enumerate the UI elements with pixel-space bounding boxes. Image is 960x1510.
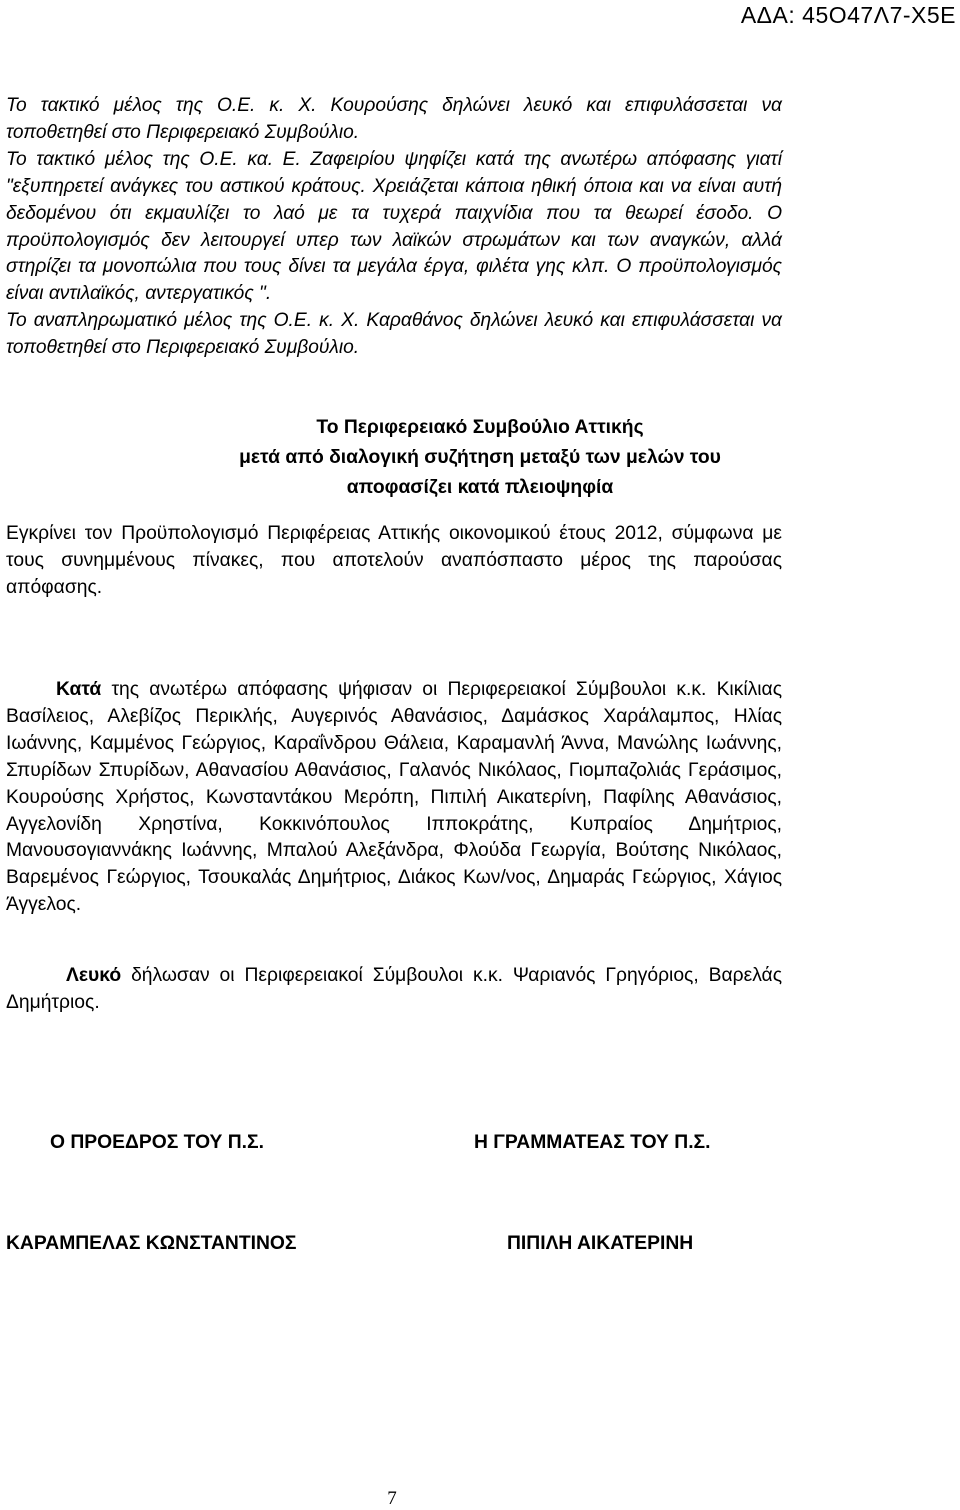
decision-line-council: Το Περιφερειακό Συμβούλιο Αττικής [316, 417, 644, 438]
decision-heading [0, 413, 960, 503]
president-name: ΚΑΡΑΜΠΕΛΑΣ ΚΩΝΣΤΑΝΤΙΝΟΣ [6, 1233, 297, 1254]
votes-blank-paragraph [6, 962, 782, 1016]
approval-paragraph: Εγκρίνει τον Προϋπολογισμό Περιφέρειας Αττικής οικονομικού έτους 2012, σύμφωνα με τους συνημμένους πίνακες, που αποτελούν αναπόσπαστο μέρος της παρούσας απόφασης. [6, 523, 782, 598]
votes-against-text: της ανωτέρω απόφασης ψήφισαν οι Περιφερειακοί Σύμβουλοι κ.κ. Κικίλιας Βασίλειος, Αλεβίζος Περικλής, Αυγερινός Αθανάσιος, Δαμάσκος Χαράλαμπος, Ηλίας Ιωάννης, Καμμένος Γεώργιος, Καραΐνδρου Θάλεια, Καραμανλή Άννα, Μανώλης Ιωάννης, Σπυρίδων Σπυρίδων, Αθανασίου Αθανάσιος, Γαλανός Νικόλαος, Γιομπαζολιάς Γεράσιμος, Κουρούσης Χρήστος, Κωνσταντάκου Μερόπη, Πιπιλή Αικατερίνη, Παφίλης Αθανάσιος, Αγγελονίδη Χρηστίνα, Κοκκινόπουλος Ιπποκράτης, Κυπραίος Δημήτριος, Μανουσογιαννάκης Ιωάννης, Μπαλού Αλεξάνδρα, Φλούδα Γεωργία, Βούτσης Νικόλαος, Βαρεμένος Γεώργιος, Τσουκαλάς Δημήτριος, Διάκος Κων/νος, Δημαράς Γεώργιος, Χάγιος Άγγελος. [6, 679, 782, 916]
votes-blank-label: Λευκό [66, 965, 122, 986]
decision-line-majority: αποφασίζει κατά πλειοψηφία [346, 477, 614, 498]
president-title: Ο ΠΡΟΕΔΡΟΣ ΤΟΥ Π.Σ. [50, 1132, 264, 1153]
secretary-name: ΠΙΠΙΛΗ ΑΙΚΑΤΕΡΙΝΗ [507, 1233, 694, 1254]
secretary-title: Η ΓΡΑΜΜΑΤΕΑΣ ΤΟΥ Π.Σ. [474, 1132, 711, 1153]
statement-karathanos: Το αναπληρωματικό μέλος της Ο.Ε. κ. Χ. Καραθάνος δηλώνει λευκό και επιφυλάσσεται να τοποθετηθεί στο Περιφερειακό Συμβούλιο. [6, 310, 782, 359]
decision-line-discussion: μετά από διαλογική συζήτηση μεταξύ των μελών του [239, 447, 721, 468]
votes-against-label: Κατά [56, 679, 102, 700]
statement-kourousis: Το τακτικό μέλος της Ο.Ε. κ. Χ. Κουρούσης δηλώνει λευκό και επιφυλάσσεται να τοποθετηθεί στο Περιφερειακό Συμβούλιο. [6, 95, 782, 143]
votes-blank-text: δήλωσαν οι Περιφερειακοί Σύμβουλοι κ.κ. Ψαριανός Γρηγόριος, Βαρελάς Δημήτριος. [6, 965, 782, 1013]
statement-zafeiriou: Το τακτικό μέλος της Ο.Ε. κα. Ε. Ζαφειρίου ψηφίζει κατά της ανωτέρω απόφασης γιατί "εξυπηρετεί ανάγκες του αστικού κράτους. Χρειάζεται κάποια ηθική όποια και να είναι αυτή δεδομένου ότι εκμαυλίζει το λαό με τα τυχερά παιχνίδια που τα θεωρεί έσοδο. Ο προϋπολογισμός δεν λειτουργεί υπερ των λαϊκών στρωμάτων και των αναγκών, αλλά στηρίζει τα μονοπώλια που τους δίνει τα μεγάλα έργα, φιλέτα γης κλπ. Ο προϋπολογισμός είναι αντιλαϊκός, αντεργατικός ". [6, 148, 782, 305]
minutes-statements [6, 93, 782, 362]
votes-against-paragraph [6, 677, 782, 919]
page-number: 7 [387, 1488, 397, 1509]
ada-code: ΑΔΑ: 45Ο47Λ7-Χ5Ε [740, 2, 956, 28]
